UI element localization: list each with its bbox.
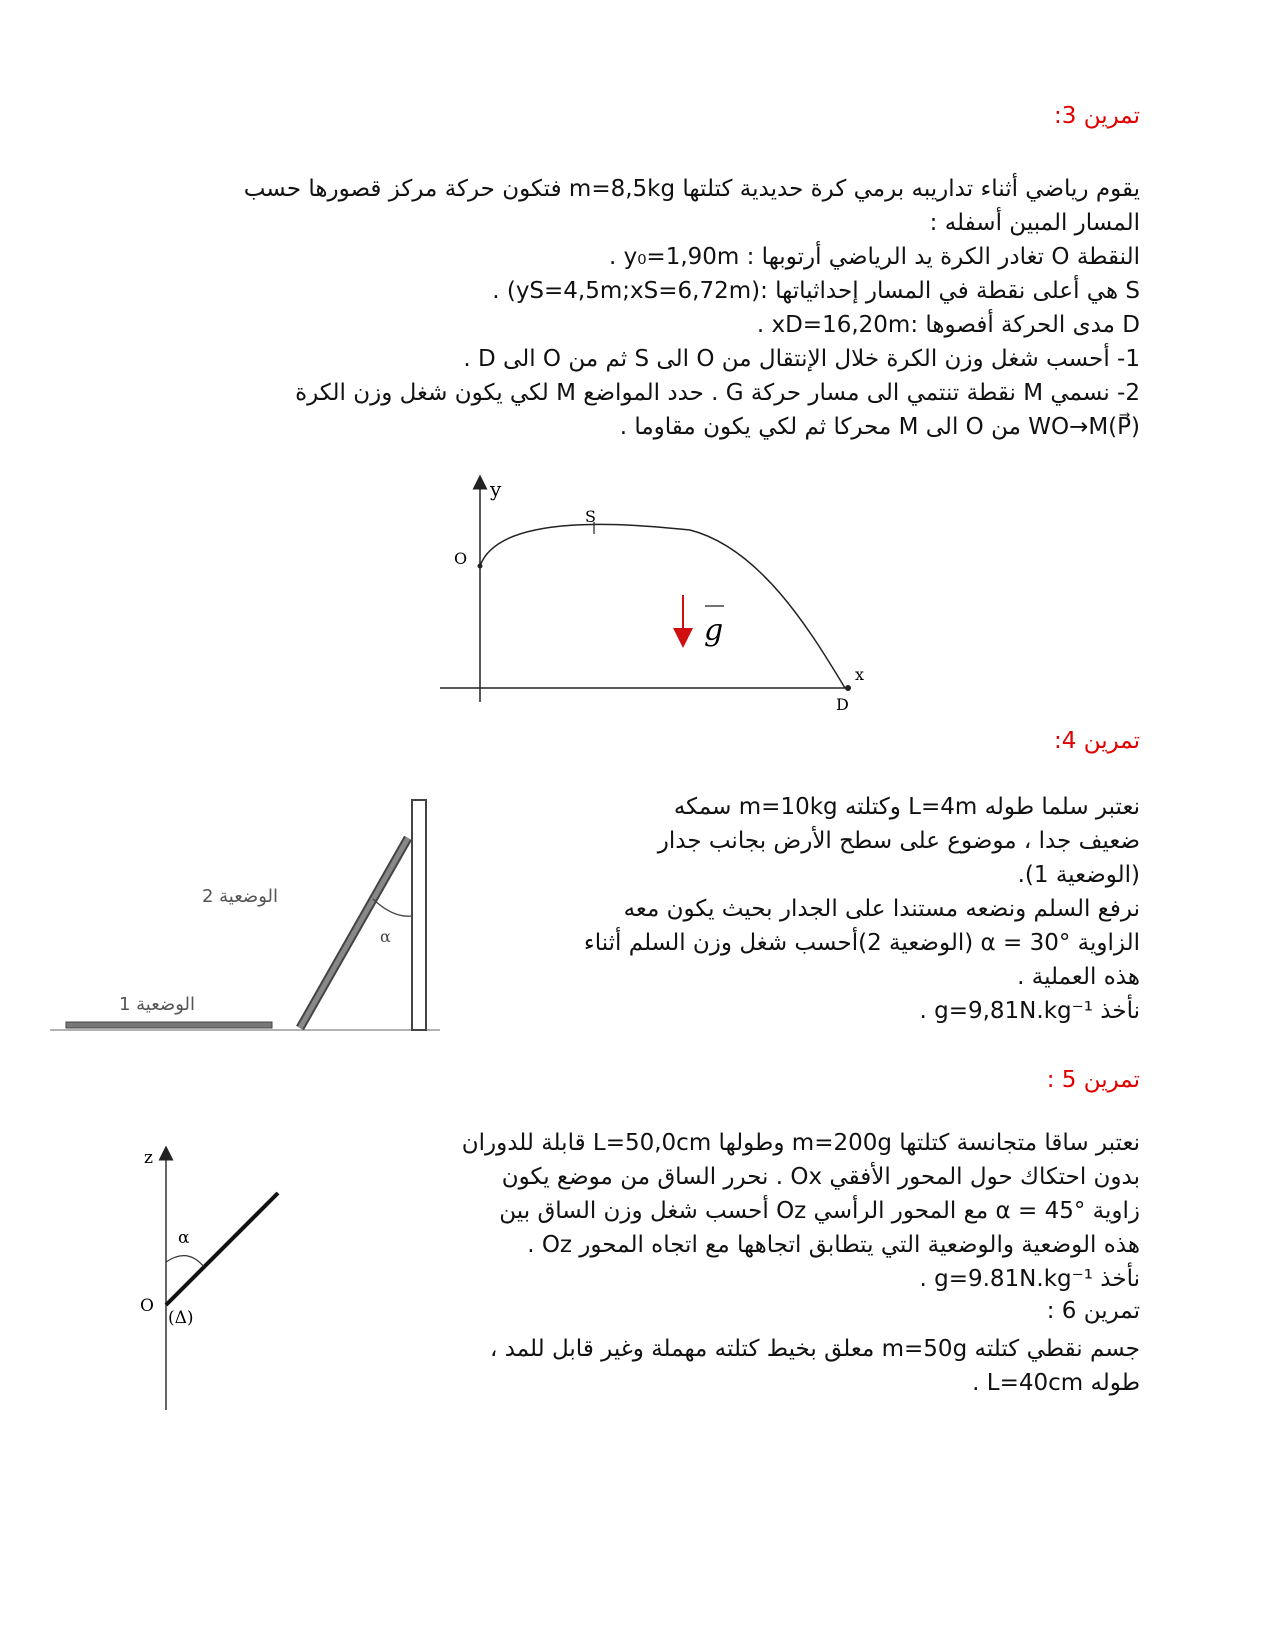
text-line: 1- أحسب شغل وزن الكرة خلال الإنتقال من O الى S ثم من O الى D . [463,346,1140,372]
d-label: D [836,695,849,714]
position-2-label: الوضعية 2 [201,886,278,907]
rod [166,1193,278,1305]
position-1-label: الوضعية 1 [118,994,195,1015]
trajectory-curve [480,524,845,688]
text-line: نأخذ g=9,81N.kg⁻¹ . [919,998,1140,1024]
exercise-3-title: تمرين 3: [1054,103,1140,129]
text-line: هذه الوضعية والوضعية التي يتطابق اتجاهها مع اتجاه المحور Oz . [527,1232,1140,1258]
exercise-3-text [90,172,1140,444]
g-label: g [704,613,724,648]
alpha-label: α [380,927,391,946]
angle-arc [373,899,412,916]
s-label: S [585,507,596,526]
wall [412,800,426,1030]
exercise-4-title: تمرين 4: [1054,728,1140,754]
point-d [845,685,851,691]
text-line: نرفع السلم ونضعه مستندا على الجدار بحيث يكون معه [623,896,1140,922]
angle-arc [166,1256,204,1267]
text-line: طوله L=40cm . [972,1370,1140,1396]
ladder-figure [50,790,450,1040]
ladder-position-2 [300,838,408,1028]
ladder-position-1 [66,1022,272,1028]
text-line: ضعيف جدا ، موضوع على سطح الأرض بجانب جدار [657,828,1140,854]
exercise-6-text [320,1332,1140,1400]
exercise-4-text [520,790,1140,1028]
text-line: بدون احتكاك حول المحور الأفقي Ox . نحرر الساق من موضع يكون [501,1164,1140,1190]
text-line: هذه العملية . [1017,964,1140,990]
text-line: 2- نسمي M نقطة تنتمي الى مسار حركة G . حدد المواضع M لكي يكون شغل وزن الكرة [295,380,1140,406]
text-line: جسم نقطي كتلته m=50g معلق بخيط كتلته مهملة وغير قابل للمد ، [489,1336,1140,1362]
text-line: نأخذ g=9.81N.kg⁻¹ . [919,1266,1140,1292]
text-line: نعتبر سلما طوله L=4m وكتلته m=10kg سمكه [673,794,1140,820]
exercise-5-text [320,1126,1140,1296]
exercise-5-title: تمرين 5 : [1046,1067,1140,1093]
alpha-label: α [178,1228,190,1248]
x-axis-label: x [855,665,865,684]
z-axis-label: z [144,1148,153,1168]
text-line: نعتبر ساقا متجانسة كتلتها m=200g وطولها L=50,0cm قابلة للدوران [461,1130,1140,1156]
text-line: المسار المبين أسفله : [929,210,1140,236]
text-line: يقوم رياضي أثناء تداريبه برمي كرة حديدية كتلتها m=8,5kg فتكون حركة مركز قصورها حسب [243,176,1140,202]
rod-figure [108,1125,308,1415]
text-line: النقطة O تغادر الكرة يد الرياضي أرتوبها : y₀=1,90m . [608,244,1140,270]
text-line: WO→M(P⃗) من O الى M محركا ثم لكي يكون مقاوما . [619,414,1140,440]
text-line: الزاوية α = 30° (الوضعية 2)أحسب شغل وزن السلم أثناء [583,930,1140,956]
text-line: S هي أعلى نقطة في المسار إحداثياتها :(yS=4,5m;xS=6,72m) . [492,278,1140,304]
delta-label: (Δ) [168,1308,194,1328]
point-o [478,564,483,569]
text-line: (الوضعية 1). [1017,862,1140,888]
trajectory-figure [440,470,880,720]
exercise-6-title: تمرين 6 : [1046,1298,1140,1324]
o-label: O [454,549,468,568]
text-line: D مدى الحركة أفصوها :xD=16,20m . [756,312,1140,338]
y-axis-label: y [490,477,502,501]
text-line: زاوية α = 45° مع المحور الرأسي Oz أحسب شغل وزن الساق بين [499,1198,1140,1224]
o-label: O [140,1296,154,1316]
